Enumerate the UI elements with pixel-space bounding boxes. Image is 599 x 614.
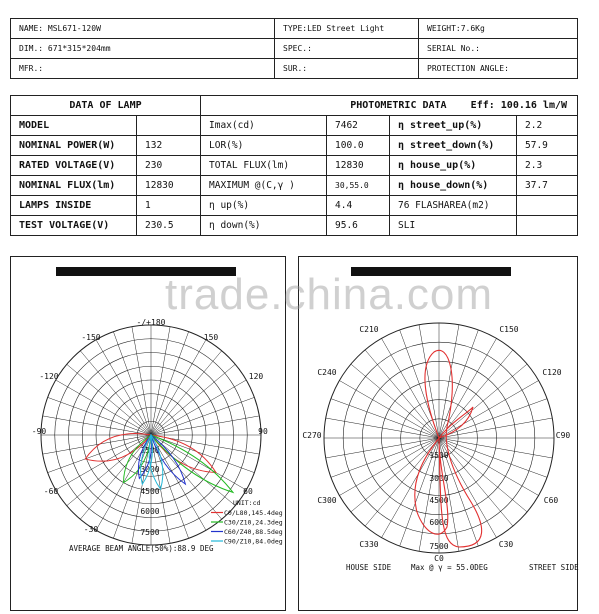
ring-label: 3000 <box>140 465 160 474</box>
photo-value: 30,55.0 <box>327 176 390 196</box>
lamp-label: RATED VOLTAGE(V) <box>11 156 137 176</box>
photo-label: η down(%) <box>201 216 327 236</box>
angle-label: -150 <box>81 333 101 342</box>
photo-label-2: η street_down(%) <box>390 136 517 156</box>
protection-cell: PROTECTION ANGLE: <box>419 59 578 79</box>
serial-cell: SERIAL No.: <box>419 39 578 59</box>
angle-label: C330 <box>359 540 379 549</box>
angle-label-top: -/+180 <box>136 318 166 327</box>
legend-label: C90/Z10,84.0deg <box>224 537 283 546</box>
photo-label-2: 76 FLASHAREA(m2) <box>390 196 517 216</box>
photo-label-2: η house_up(%) <box>390 156 517 176</box>
ring-label: 4500 <box>429 496 449 505</box>
angle-label: C60 <box>543 496 559 505</box>
photo-label: Imax(cd) <box>201 116 327 136</box>
legend <box>211 499 283 546</box>
angle-label: 150 <box>203 333 219 342</box>
dim-cell: DIM.: 671*315*204mm <box>11 39 275 59</box>
name-cell: NAME: MSL671-120W <box>11 19 275 39</box>
lamp-label: MODEL <box>11 116 137 136</box>
photo-value-2: 37.7 <box>517 176 578 196</box>
photometric-title <box>201 96 578 116</box>
ring-label: 1500 <box>140 446 160 455</box>
angle-label: 60 <box>243 487 253 496</box>
angle-label: C210 <box>359 325 379 334</box>
angle-label: C240 <box>317 368 337 377</box>
lamp-value <box>137 116 201 136</box>
legend-label: C60/Z40,88.5deg <box>224 528 283 536</box>
angle-label: C270 <box>302 431 322 440</box>
lamp-label: LAMPS INSIDE <box>11 196 137 216</box>
legend-label: C0/L80,145.4deg <box>224 509 283 517</box>
photo-value: 95.6 <box>327 216 390 236</box>
angle-label: C150 <box>499 325 519 334</box>
ring-label: 6000 <box>140 507 160 516</box>
photo-value: 100.0 <box>327 136 390 156</box>
photo-value: 4.4 <box>327 196 390 216</box>
lamp-value: 132 <box>137 136 201 156</box>
efficiency-text: Eff: 100.16 lm/W <box>470 100 567 111</box>
angle-label: -60 <box>43 487 59 496</box>
footer-labels <box>346 563 579 572</box>
spec-cell: SPEC.: <box>275 39 419 59</box>
house-side-label: HOUSE SIDE <box>346 563 392 572</box>
angle-labels <box>302 325 570 563</box>
street-side-label: STREET SIDE <box>529 563 579 572</box>
sur-cell: SUR.: <box>275 59 419 79</box>
angle-label: -30 <box>83 525 99 534</box>
photo-label-2: η street_up(%) <box>390 116 517 136</box>
photo-label: LOR(%) <box>201 136 327 156</box>
lamp-value: 230.5 <box>137 216 201 236</box>
photo-value-2: 57.9 <box>517 136 578 156</box>
photo-value: 12830 <box>327 156 390 176</box>
ring-label: 3000 <box>429 474 449 483</box>
photo-value: 7462 <box>327 116 390 136</box>
watermark: trade.china.com <box>165 270 494 319</box>
photometric-title-text: PHOTOMETRIC DATA <box>350 100 447 111</box>
ring-label: 1500 <box>429 451 449 460</box>
photo-label: MAXIMUM @(C,γ ) <box>201 176 327 196</box>
intensity-curves <box>85 434 233 493</box>
photo-value-2: 2.3 <box>517 156 578 176</box>
angle-label: C30 <box>498 540 514 549</box>
beam-angle-text: AVERAGE BEAM ANGLE(50%):88.9 DEG <box>69 544 214 553</box>
lamp-value: 12830 <box>137 176 201 196</box>
lamp-data-title: DATA OF LAMP <box>11 96 201 116</box>
ring-label: 7500 <box>429 542 449 551</box>
ring-label: 4500 <box>140 487 160 496</box>
ring-label: 7500 <box>140 528 160 537</box>
photo-value-2 <box>517 216 578 236</box>
weight-cell: WEIGHT:7.6Kg <box>419 19 578 39</box>
angle-label: C300 <box>317 496 337 505</box>
angle-label: 90 <box>258 427 268 436</box>
lamp-value: 230 <box>137 156 201 176</box>
ring-label: 6000 <box>429 518 449 527</box>
lamp-label: NOMINAL FLUX(lm) <box>11 176 137 196</box>
unit-label: UNIT:cd <box>233 499 261 507</box>
angle-label: C0 <box>434 554 444 563</box>
lamp-label: NOMINAL POWER(W) <box>11 136 137 156</box>
info-table <box>10 18 578 79</box>
lamp-value: 1 <box>137 196 201 216</box>
angle-label: 120 <box>248 372 264 381</box>
photometric-table <box>10 95 578 236</box>
mfr-cell: MFR.: <box>11 59 275 79</box>
legend-label: C30/Z10,24.3deg <box>224 518 283 527</box>
photo-label-2: SLI <box>390 216 517 236</box>
lamp-label: TEST VOLTAGE(V) <box>11 216 137 236</box>
angle-label: -90 <box>31 427 47 436</box>
photo-label-2: η house_down(%) <box>390 176 517 196</box>
ring-labels <box>140 446 159 537</box>
angle-label: C90 <box>555 431 571 440</box>
type-cell: TYPE:LED Street Light <box>275 19 419 39</box>
photo-value-2 <box>517 196 578 216</box>
max-label: Max @ γ = 55.0DEG <box>411 563 488 572</box>
photo-value-2: 2.2 <box>517 116 578 136</box>
photo-label: TOTAL FLUX(lm) <box>201 156 327 176</box>
angle-label: C120 <box>542 368 562 377</box>
photo-label: η up(%) <box>201 196 327 216</box>
angle-label: -120 <box>39 372 59 381</box>
